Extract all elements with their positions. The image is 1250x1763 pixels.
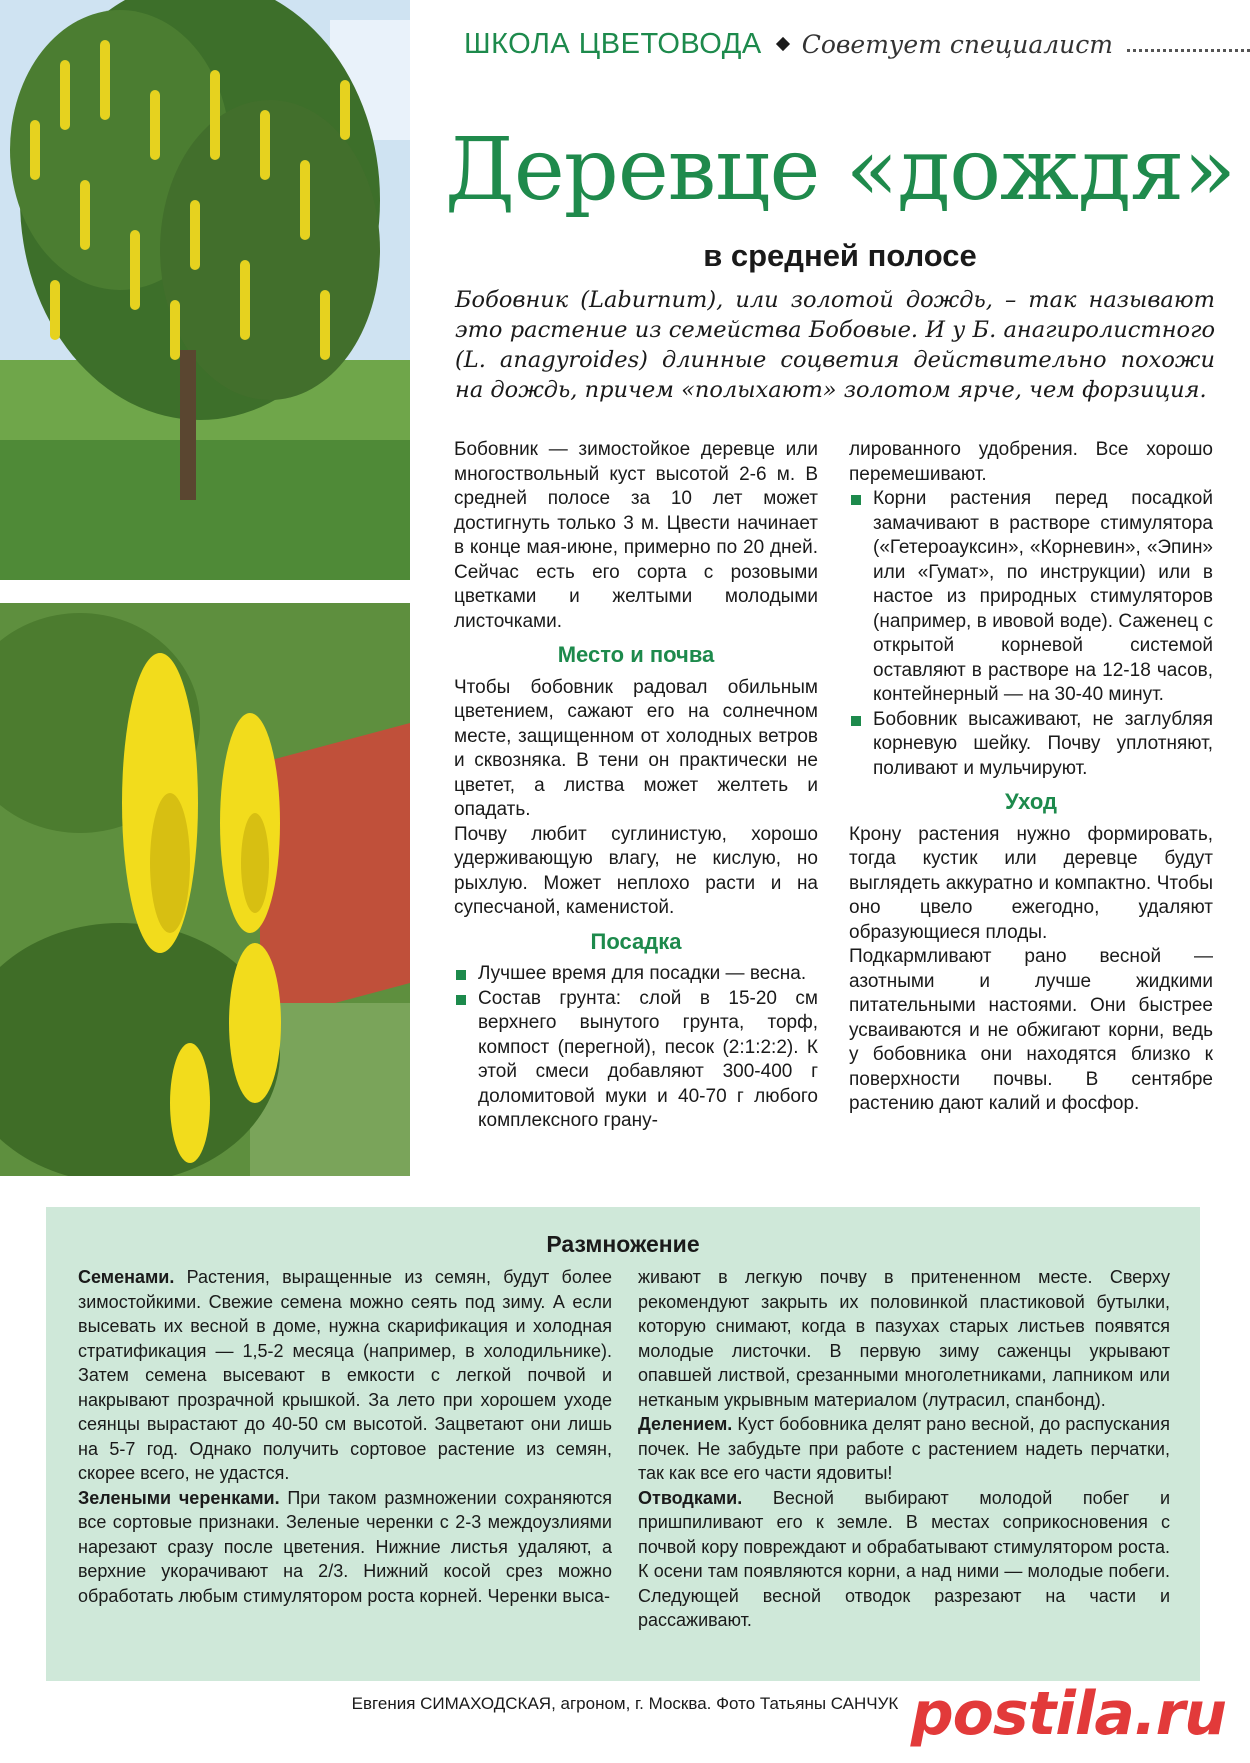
- cuttings-label: Зелеными черенками.: [78, 1487, 280, 1508]
- heading-planting: Посадка: [590, 928, 682, 954]
- subrubric-label: Советует специалист: [801, 29, 1113, 59]
- seeds-text: Растения, выращенные из семян, будут более зимостойкими. Свежие семена можно сеять под зиму. А если высевать их весной в доме, нужна скарификация и холодная стратификация — 1,5-2 месяца (например, в холодильнике). Затем семена высевают в емкости с легкой почвой и накрывают прозрачной крышкой. За лето при хорошем уходе сеянцы вырастают до 40-50 см высотой. Зацветают они лишь на 5-7 год. Однако получить сортовое растение из семян, скорее всего, не удастся.: [78, 1267, 612, 1483]
- article-title: Деревце «дождя»: [445, 120, 1235, 220]
- text-column-1: [454, 438, 818, 1134]
- place-paragraph-2: Почву любит суглинистую, хорошо удерживающую влагу, не кислую, но рыхлую. Может неплохо расти и на супесчаной, каменистой.: [454, 823, 818, 918]
- planting-bullet-3: Корни растения перед посадкой замачивают в растворе стимулятора («Гетероауксин», «Корневин», «Эпин» или «Гумат», по инструкции) или в настое из природных стимуляторов (например, в ивовой воде). Саженец с открытой корневой системой оставляют в растворе на 12-18 часов, контейнерный — на 30-40 минут.: [849, 487, 1213, 708]
- propagation-column-left: [78, 1265, 612, 1608]
- cuttings-continued: живают в легкую почву в притененном месте. Сверху рекомендуют закрыть их половинкой пластиковой бутылки, которую снимают, когда в пазухах старых листьев появятся молодые листочки. В первую зиму саженцы укрывают опавшей листвой, срезанными многолетниками, лапником или нетканым укрывным материалом (лутрасил, спанбонд).: [638, 1267, 1170, 1410]
- cuttings-paragraph: [78, 1486, 612, 1609]
- cuttings-text: При таком размножении сохраняются все сортовые признаки. Зеленые черенки с 2-3 междоузлиями нарезают сразу после цветения. Нижние листья удаляют, а верхние укорачивают на 2/3. Нижний косой срез можно обработать любым стимулятором роста корней. Черенки выса-: [78, 1487, 612, 1606]
- place-paragraph-1: Чтобы бобовник радовал обильным цветением, сажают его на солнечном месте, защищенном от холодных ветров и сквозняка. В тени он практически не цветет, а листва может желтеть и опадать.: [454, 676, 818, 820]
- propagation-box: [46, 1207, 1200, 1681]
- article-lead: Бобовник (Laburnum), или золотой дождь, – так называют это растение из семейства Бобовые. И у Б. анагиролистного (L. anagyroides) длинные соцветия действительно похожи на дождь, причем «полыхают» золотом ярче, чем форзиция.: [455, 287, 1215, 403]
- article-subtitle: в средней полосе: [703, 238, 977, 273]
- seeds-paragraph: [78, 1265, 612, 1486]
- watermark-logo: postila.ru: [910, 1679, 1226, 1749]
- dotted-rule: [1127, 49, 1250, 52]
- layering-paragraph: [638, 1486, 1170, 1633]
- planting-bullet-4: Бобовник высаживают, не заглубляя корневую шейку. Почву уплотняют, поливают и мульчируют.: [849, 708, 1213, 782]
- planting-bullet-2: Состав грунта: слой в 15-20 см верхнего вынутого грунта, торф, компост (перегной), песок (2:1:2:2). К этой смеси добавляют 300-400 г доломитовой муки и 40-70 г любого комплексного грану-: [454, 987, 818, 1134]
- photo-laburnum-flowers: [0, 603, 410, 1176]
- seeds-label: Семенами.: [78, 1267, 175, 1287]
- care-paragraph-1: Крону растения нужно формировать, тогда кустик или деревце будут выглядеть аккуратно и компактно. Чтобы оно цвело ежегодно, удаляют образующиеся плоды.: [849, 823, 1213, 943]
- care-paragraph-2: Подкармливают рано весной — азотными и лучше жидкими питательными настоями. Они быстрее усваиваются и не обжигают корни, ведь у бобовника они находятся близко к поверхности почвы. В сентябре растению дают калий и фосфор.: [849, 946, 1213, 1114]
- author-credit: Евгения СИМАХОДСКАЯ, агроном, г. Москва. Фото Татьяны САНЧУК: [351, 1694, 899, 1713]
- division-label: Делением.: [638, 1414, 733, 1434]
- division-paragraph: [638, 1412, 1170, 1486]
- text-column-2: [849, 438, 1213, 1117]
- propagation-title: Размножение: [546, 1231, 700, 1257]
- heading-care: Уход: [1005, 789, 1057, 814]
- planting-continued: лированного удобрения. Все хорошо перемешивают.: [849, 439, 1213, 485]
- planting-bullet-1: Лучшее время для посадки — весна.: [454, 962, 818, 987]
- layering-text: Весной выбирают молодой побег и пришпиливают его к земле. В местах соприкосновения с почвой кору повреждают и обрабатывают стимулятором роста. К осени там появляются корни, а над ними — молодые побеги. Следующей весной отводок разрезают на части и рассаживают.: [638, 1487, 1170, 1630]
- rubric-label: ШКОЛА ЦВЕТОВОДА: [464, 27, 762, 60]
- layering-label: Отводками.: [638, 1487, 743, 1508]
- division-text: Куст бобовника делят рано весной, до распускания почек. Не забудьте при работе с растением надеть перчатки, так как все его части ядовиты!: [638, 1414, 1170, 1483]
- section-header: [464, 24, 1250, 64]
- diamond-icon: [776, 37, 790, 51]
- heading-place-soil: Место и почва: [557, 642, 715, 667]
- propagation-column-right: [638, 1265, 1170, 1633]
- photo-laburnum-tree: [0, 0, 410, 580]
- intro-paragraph: Бобовник — зимостойкое деревце или многоствольный куст высотой 2-6 м. В средней полосе за 10 лет может достигнуть только 3 м. Цвести начинает в конце мая-июне, примерно по 20 дней. Сейчас есть его сорта с розовыми цветками и желтыми молодыми листочками.: [454, 439, 818, 632]
